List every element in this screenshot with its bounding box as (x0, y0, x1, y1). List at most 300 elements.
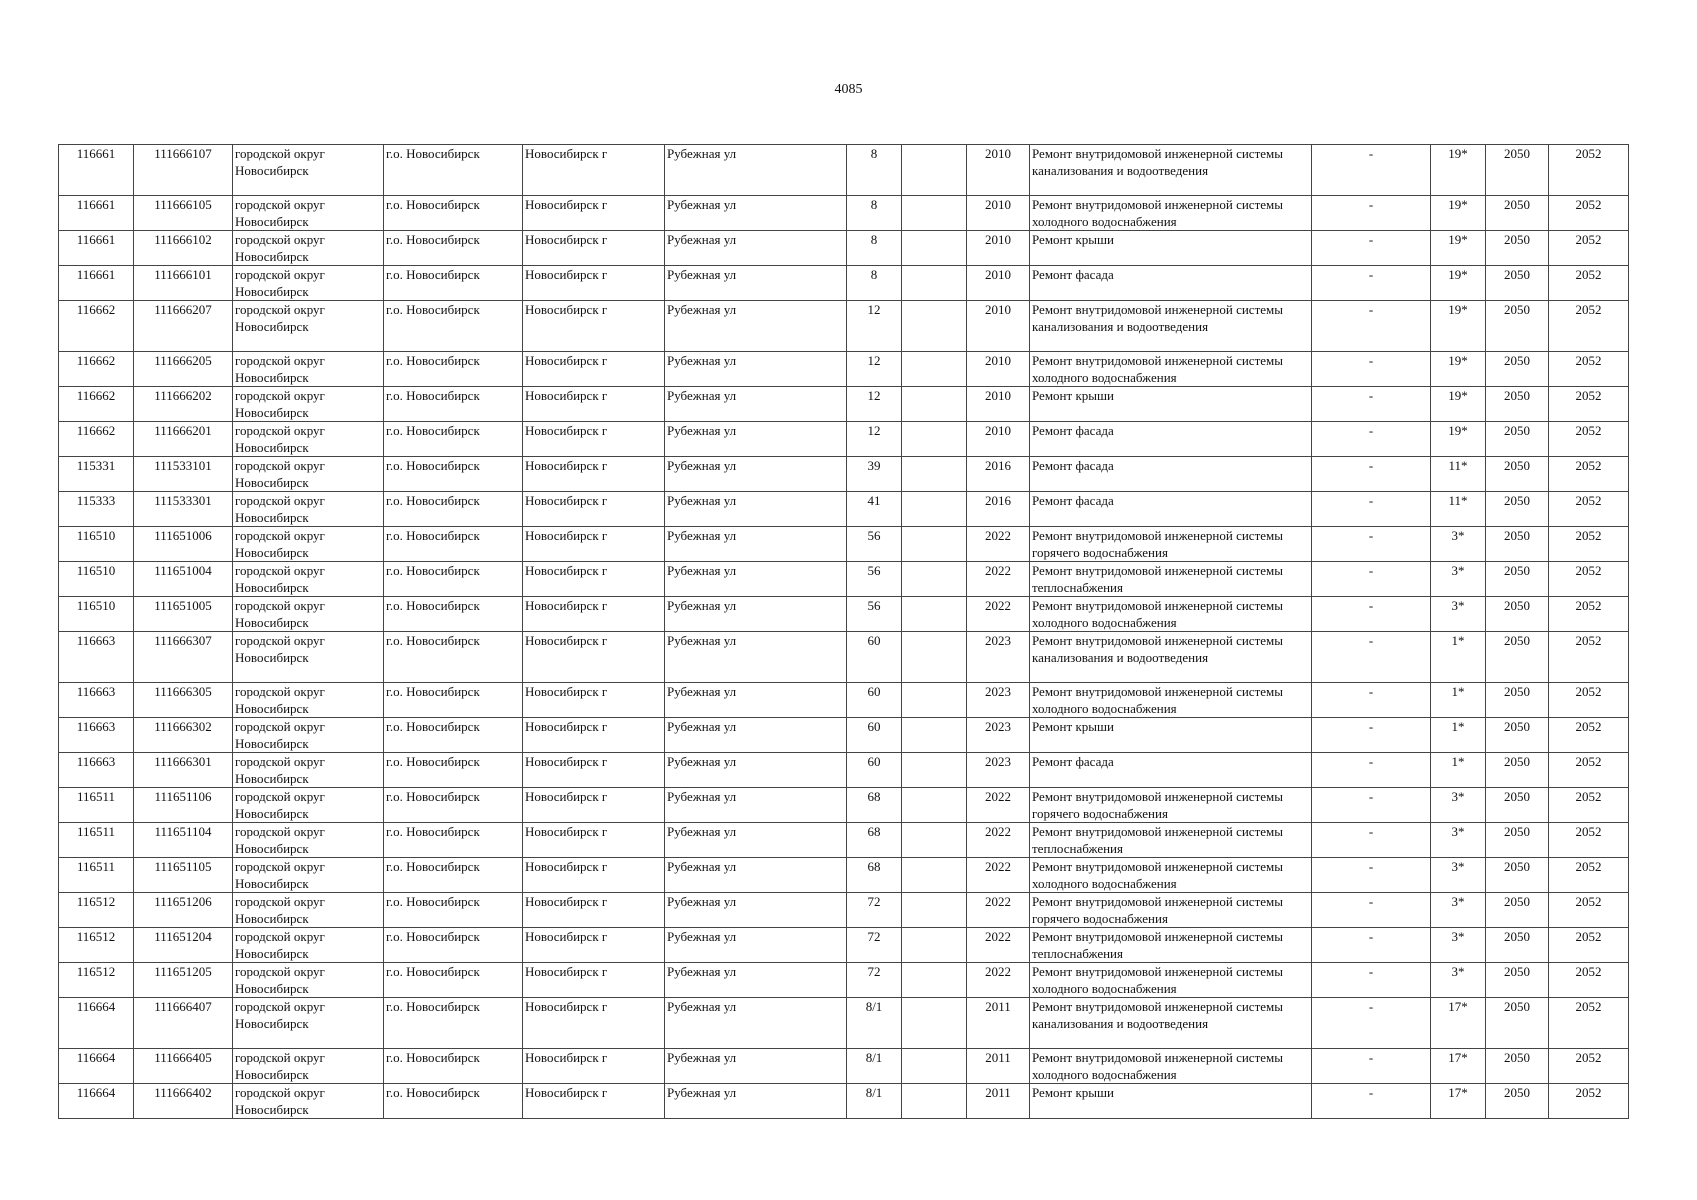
cell-district: г.о. Новосибирск (384, 196, 523, 231)
cell-house-number: 68 (847, 858, 902, 893)
cell-house-number: 60 (847, 683, 902, 718)
cell-work-code: 111666405 (134, 1049, 233, 1084)
cell-house-number: 39 (847, 457, 902, 492)
cell-year-from: 2050 (1486, 527, 1549, 562)
cell-city: Новосибирск г (523, 527, 665, 562)
cell-work-code: 111651206 (134, 893, 233, 928)
cell-municipality: городской округ Новосибирск (233, 145, 384, 196)
cell-district: г.о. Новосибирск (384, 683, 523, 718)
cell-work-code: 111533101 (134, 457, 233, 492)
cell-house-number: 60 (847, 632, 902, 683)
cell-year: 2022 (967, 527, 1030, 562)
cell-dash: - (1312, 718, 1431, 753)
cell-year-from: 2050 (1486, 823, 1549, 858)
cell-work-type: Ремонт фасада (1030, 492, 1312, 527)
cell-score: 3* (1431, 858, 1486, 893)
table-row (59, 527, 1629, 562)
cell-year-to: 2052 (1549, 301, 1629, 352)
cell-municipality: городской округ Новосибирск (233, 422, 384, 457)
cell-street: Рубежная ул (665, 998, 847, 1049)
cell-year: 2022 (967, 788, 1030, 823)
cell-object-id: 116663 (59, 683, 134, 718)
cell-object-id: 116662 (59, 301, 134, 352)
cell-object-id: 116662 (59, 352, 134, 387)
cell-year: 2010 (967, 266, 1030, 301)
table-row (59, 301, 1629, 352)
cell-work-code: 111666307 (134, 632, 233, 683)
cell-street: Рубежная ул (665, 597, 847, 632)
cell-street: Рубежная ул (665, 893, 847, 928)
cell-score: 3* (1431, 963, 1486, 998)
cell-street: Рубежная ул (665, 683, 847, 718)
cell-year-from: 2050 (1486, 788, 1549, 823)
cell-city: Новосибирск г (523, 858, 665, 893)
cell-municipality: городской округ Новосибирск (233, 788, 384, 823)
cell-dash: - (1312, 145, 1431, 196)
cell-object-id: 116510 (59, 562, 134, 597)
cell-year: 2022 (967, 893, 1030, 928)
cell-street: Рубежная ул (665, 527, 847, 562)
cell-year-to: 2052 (1549, 1084, 1629, 1119)
cell-district: г.о. Новосибирск (384, 823, 523, 858)
cell-municipality: городской округ Новосибирск (233, 231, 384, 266)
cell-work-type: Ремонт фасада (1030, 457, 1312, 492)
cell-work-type: Ремонт крыши (1030, 1084, 1312, 1119)
cell-work-code: 111666101 (134, 266, 233, 301)
cell-work-code: 111651005 (134, 597, 233, 632)
cell-object-id: 116661 (59, 266, 134, 301)
cell-district: г.о. Новосибирск (384, 145, 523, 196)
cell-score: 11* (1431, 492, 1486, 527)
cell-work-type: Ремонт внутридомовой инженерной системы холодного водоснабжения (1030, 963, 1312, 998)
cell-dash: - (1312, 301, 1431, 352)
cell-dash: - (1312, 492, 1431, 527)
cell-municipality: городской округ Новосибирск (233, 753, 384, 788)
cell-work-code: 111666302 (134, 718, 233, 753)
cell-extra (902, 231, 967, 266)
cell-dash: - (1312, 963, 1431, 998)
cell-municipality: городской округ Новосибирск (233, 266, 384, 301)
cell-city: Новосибирск г (523, 266, 665, 301)
cell-extra (902, 145, 967, 196)
cell-work-code: 111666402 (134, 1084, 233, 1119)
cell-street: Рубежная ул (665, 632, 847, 683)
cell-work-code: 111666202 (134, 387, 233, 422)
table-row (59, 597, 1629, 632)
cell-municipality: городской округ Новосибирск (233, 893, 384, 928)
cell-district: г.о. Новосибирск (384, 492, 523, 527)
cell-extra (902, 928, 967, 963)
cell-score: 19* (1431, 352, 1486, 387)
cell-year: 2022 (967, 928, 1030, 963)
cell-street: Рубежная ул (665, 145, 847, 196)
cell-dash: - (1312, 753, 1431, 788)
cell-year-from: 2050 (1486, 753, 1549, 788)
cell-extra (902, 387, 967, 422)
cell-object-id: 116663 (59, 753, 134, 788)
cell-extra (902, 492, 967, 527)
cell-work-code: 111666105 (134, 196, 233, 231)
cell-work-type: Ремонт внутридомовой инженерной системы горячего водоснабжения (1030, 788, 1312, 823)
cell-extra (902, 1084, 967, 1119)
cell-district: г.о. Новосибирск (384, 858, 523, 893)
cell-work-type: Ремонт крыши (1030, 387, 1312, 422)
cell-year-to: 2052 (1549, 562, 1629, 597)
cell-year-from: 2050 (1486, 928, 1549, 963)
cell-extra (902, 352, 967, 387)
cell-dash: - (1312, 387, 1431, 422)
cell-house-number: 12 (847, 352, 902, 387)
cell-work-type: Ремонт фасада (1030, 753, 1312, 788)
cell-year-from: 2050 (1486, 683, 1549, 718)
cell-municipality: городской округ Новосибирск (233, 963, 384, 998)
cell-year: 2023 (967, 718, 1030, 753)
cell-district: г.о. Новосибирск (384, 457, 523, 492)
cell-street: Рубежная ул (665, 301, 847, 352)
cell-year: 2016 (967, 492, 1030, 527)
cell-object-id: 116661 (59, 145, 134, 196)
cell-score: 19* (1431, 301, 1486, 352)
cell-extra (902, 893, 967, 928)
cell-dash: - (1312, 928, 1431, 963)
table-row (59, 457, 1629, 492)
cell-score: 1* (1431, 683, 1486, 718)
table-row (59, 422, 1629, 457)
cell-year: 2022 (967, 562, 1030, 597)
cell-year: 2016 (967, 457, 1030, 492)
cell-year-to: 2052 (1549, 231, 1629, 266)
cell-object-id: 116662 (59, 387, 134, 422)
cell-district: г.о. Новосибирск (384, 597, 523, 632)
cell-year-to: 2052 (1549, 266, 1629, 301)
cell-district: г.о. Новосибирск (384, 893, 523, 928)
cell-year-to: 2052 (1549, 718, 1629, 753)
cell-score: 19* (1431, 422, 1486, 457)
cell-score: 3* (1431, 597, 1486, 632)
cell-house-number: 60 (847, 718, 902, 753)
cell-year-from: 2050 (1486, 562, 1549, 597)
cell-street: Рубежная ул (665, 1049, 847, 1084)
cell-year-from: 2050 (1486, 387, 1549, 422)
cell-year: 2023 (967, 632, 1030, 683)
cell-city: Новосибирск г (523, 145, 665, 196)
cell-object-id: 116511 (59, 788, 134, 823)
table-row (59, 718, 1629, 753)
cell-house-number: 41 (847, 492, 902, 527)
table-row (59, 1049, 1629, 1084)
cell-house-number: 8 (847, 196, 902, 231)
cell-street: Рубежная ул (665, 718, 847, 753)
cell-year: 2011 (967, 1049, 1030, 1084)
cell-district: г.о. Новосибирск (384, 718, 523, 753)
cell-city: Новосибирск г (523, 387, 665, 422)
table-row (59, 145, 1629, 196)
cell-district: г.о. Новосибирск (384, 928, 523, 963)
table-row (59, 1084, 1629, 1119)
cell-score: 3* (1431, 928, 1486, 963)
cell-score: 17* (1431, 1049, 1486, 1084)
cell-extra (902, 562, 967, 597)
table-row (59, 387, 1629, 422)
cell-object-id: 116510 (59, 597, 134, 632)
cell-work-type: Ремонт крыши (1030, 231, 1312, 266)
cell-work-type: Ремонт внутридомовой инженерной системы холодного водоснабжения (1030, 1049, 1312, 1084)
cell-house-number: 72 (847, 893, 902, 928)
cell-score: 11* (1431, 457, 1486, 492)
cell-city: Новосибирск г (523, 1084, 665, 1119)
table-row (59, 632, 1629, 683)
cell-dash: - (1312, 683, 1431, 718)
cell-object-id: 116511 (59, 823, 134, 858)
cell-municipality: городской округ Новосибирск (233, 301, 384, 352)
cell-street: Рубежная ул (665, 387, 847, 422)
cell-year-to: 2052 (1549, 788, 1629, 823)
cell-year-from: 2050 (1486, 1084, 1549, 1119)
cell-year-to: 2052 (1549, 893, 1629, 928)
cell-year-from: 2050 (1486, 422, 1549, 457)
cell-dash: - (1312, 527, 1431, 562)
page-number: 4085 (834, 82, 863, 97)
cell-work-code: 111651006 (134, 527, 233, 562)
cell-street: Рубежная ул (665, 1084, 847, 1119)
cell-year-to: 2052 (1549, 492, 1629, 527)
cell-year-to: 2052 (1549, 928, 1629, 963)
cell-work-type: Ремонт внутридомовой инженерной системы теплоснабжения (1030, 562, 1312, 597)
cell-municipality: городской округ Новосибирск (233, 683, 384, 718)
cell-score: 19* (1431, 387, 1486, 422)
cell-city: Новосибирск г (523, 718, 665, 753)
cell-street: Рубежная ул (665, 963, 847, 998)
cell-object-id: 116511 (59, 858, 134, 893)
cell-city: Новосибирск г (523, 683, 665, 718)
cell-work-code: 111651106 (134, 788, 233, 823)
table-row (59, 788, 1629, 823)
cell-object-id: 116661 (59, 231, 134, 266)
cell-city: Новосибирск г (523, 823, 665, 858)
cell-score: 19* (1431, 266, 1486, 301)
cell-score: 17* (1431, 1084, 1486, 1119)
cell-municipality: городской округ Новосибирск (233, 632, 384, 683)
cell-work-code: 111666205 (134, 352, 233, 387)
cell-year-from: 2050 (1486, 145, 1549, 196)
cell-dash: - (1312, 788, 1431, 823)
cell-year: 2010 (967, 387, 1030, 422)
cell-year-from: 2050 (1486, 963, 1549, 998)
cell-dash: - (1312, 597, 1431, 632)
cell-dash: - (1312, 998, 1431, 1049)
cell-year-from: 2050 (1486, 998, 1549, 1049)
cell-work-code: 111666207 (134, 301, 233, 352)
cell-dash: - (1312, 457, 1431, 492)
cell-district: г.о. Новосибирск (384, 788, 523, 823)
cell-dash: - (1312, 196, 1431, 231)
cell-year-to: 2052 (1549, 823, 1629, 858)
cell-house-number: 8/1 (847, 998, 902, 1049)
cell-extra (902, 858, 967, 893)
cell-year-from: 2050 (1486, 893, 1549, 928)
cell-municipality: городской округ Новосибирск (233, 823, 384, 858)
cell-dash: - (1312, 1084, 1431, 1119)
cell-work-type: Ремонт крыши (1030, 718, 1312, 753)
cell-city: Новосибирск г (523, 422, 665, 457)
cell-city: Новосибирск г (523, 597, 665, 632)
cell-work-code: 111666407 (134, 998, 233, 1049)
cell-extra (902, 788, 967, 823)
cell-municipality: городской округ Новосибирск (233, 858, 384, 893)
cell-year-to: 2052 (1549, 1049, 1629, 1084)
cell-year-to: 2052 (1549, 683, 1629, 718)
cell-dash: - (1312, 823, 1431, 858)
table-row (59, 858, 1629, 893)
cell-district: г.о. Новосибирск (384, 301, 523, 352)
cell-dash: - (1312, 231, 1431, 266)
cell-object-id: 116664 (59, 1084, 134, 1119)
cell-year-to: 2052 (1549, 963, 1629, 998)
cell-street: Рубежная ул (665, 266, 847, 301)
cell-extra (902, 266, 967, 301)
cell-work-code: 111666301 (134, 753, 233, 788)
cell-city: Новосибирск г (523, 753, 665, 788)
cell-score: 3* (1431, 788, 1486, 823)
cell-house-number: 8 (847, 145, 902, 196)
cell-score: 1* (1431, 718, 1486, 753)
cell-district: г.о. Новосибирск (384, 527, 523, 562)
cell-year-from: 2050 (1486, 352, 1549, 387)
cell-work-type: Ремонт фасада (1030, 422, 1312, 457)
cell-city: Новосибирск г (523, 963, 665, 998)
cell-district: г.о. Новосибирск (384, 1084, 523, 1119)
cell-object-id: 115333 (59, 492, 134, 527)
cell-work-code: 111666305 (134, 683, 233, 718)
cell-work-type: Ремонт внутридомовой инженерной системы канализования и водоотведения (1030, 632, 1312, 683)
table-row (59, 963, 1629, 998)
cell-municipality: городской округ Новосибирск (233, 562, 384, 597)
cell-street: Рубежная ул (665, 196, 847, 231)
cell-municipality: городской округ Новосибирск (233, 1049, 384, 1084)
cell-district: г.о. Новосибирск (384, 562, 523, 597)
cell-extra (902, 527, 967, 562)
cell-year: 2023 (967, 683, 1030, 718)
cell-house-number: 8/1 (847, 1084, 902, 1119)
cell-year-from: 2050 (1486, 632, 1549, 683)
cell-year: 2010 (967, 301, 1030, 352)
cell-year-from: 2050 (1486, 718, 1549, 753)
cell-dash: - (1312, 422, 1431, 457)
cell-year: 2010 (967, 352, 1030, 387)
cell-municipality: городской округ Новосибирск (233, 718, 384, 753)
cell-city: Новосибирск г (523, 632, 665, 683)
cell-work-type: Ремонт внутридомовой инженерной системы холодного водоснабжения (1030, 597, 1312, 632)
cell-street: Рубежная ул (665, 928, 847, 963)
cell-year: 2010 (967, 231, 1030, 266)
cell-extra (902, 753, 967, 788)
cell-year: 2022 (967, 963, 1030, 998)
cell-object-id: 116512 (59, 893, 134, 928)
cell-dash: - (1312, 858, 1431, 893)
cell-street: Рубежная ул (665, 231, 847, 266)
cell-work-type: Ремонт внутридомовой инженерной системы теплоснабжения (1030, 823, 1312, 858)
cell-city: Новосибирск г (523, 196, 665, 231)
cell-year: 2022 (967, 597, 1030, 632)
table-body (59, 145, 1629, 1119)
cell-municipality: городской округ Новосибирск (233, 387, 384, 422)
cell-district: г.о. Новосибирск (384, 753, 523, 788)
cell-district: г.о. Новосибирск (384, 266, 523, 301)
cell-house-number: 60 (847, 753, 902, 788)
cell-score: 19* (1431, 196, 1486, 231)
cell-street: Рубежная ул (665, 753, 847, 788)
cell-score: 1* (1431, 753, 1486, 788)
cell-year-to: 2052 (1549, 387, 1629, 422)
cell-city: Новосибирск г (523, 352, 665, 387)
cell-object-id: 116510 (59, 527, 134, 562)
cell-year-to: 2052 (1549, 422, 1629, 457)
cell-municipality: городской округ Новосибирск (233, 998, 384, 1049)
cell-year: 2011 (967, 1084, 1030, 1119)
cell-object-id: 116663 (59, 718, 134, 753)
cell-work-code: 111651105 (134, 858, 233, 893)
cell-extra (902, 718, 967, 753)
cell-object-id: 116512 (59, 963, 134, 998)
cell-dash: - (1312, 562, 1431, 597)
cell-district: г.о. Новосибирск (384, 632, 523, 683)
cell-house-number: 12 (847, 422, 902, 457)
cell-score: 17* (1431, 998, 1486, 1049)
cell-dash: - (1312, 632, 1431, 683)
cell-municipality: городской округ Новосибирск (233, 597, 384, 632)
cell-work-type: Ремонт внутридомовой инженерной системы горячего водоснабжения (1030, 527, 1312, 562)
cell-year: 2022 (967, 823, 1030, 858)
cell-year-to: 2052 (1549, 352, 1629, 387)
cell-year: 2011 (967, 998, 1030, 1049)
cell-object-id: 116664 (59, 1049, 134, 1084)
cell-work-type: Ремонт внутридомовой инженерной системы холодного водоснабжения (1030, 352, 1312, 387)
cell-work-code: 111533301 (134, 492, 233, 527)
cell-extra (902, 683, 967, 718)
cell-house-number: 12 (847, 301, 902, 352)
cell-street: Рубежная ул (665, 457, 847, 492)
cell-work-code: 111651104 (134, 823, 233, 858)
cell-year-from: 2050 (1486, 196, 1549, 231)
cell-extra (902, 998, 967, 1049)
cell-work-type: Ремонт внутридомовой инженерной системы канализования и водоотведения (1030, 998, 1312, 1049)
cell-house-number: 72 (847, 928, 902, 963)
cell-year-from: 2050 (1486, 231, 1549, 266)
cell-object-id: 116662 (59, 422, 134, 457)
cell-city: Новосибирск г (523, 231, 665, 266)
cell-district: г.о. Новосибирск (384, 998, 523, 1049)
cell-work-type: Ремонт внутридомовой инженерной системы холодного водоснабжения (1030, 196, 1312, 231)
cell-city: Новосибирск г (523, 1049, 665, 1084)
cell-work-type: Ремонт внутридомовой инженерной системы холодного водоснабжения (1030, 683, 1312, 718)
table-row (59, 823, 1629, 858)
cell-extra (902, 632, 967, 683)
cell-house-number: 68 (847, 788, 902, 823)
cell-district: г.о. Новосибирск (384, 387, 523, 422)
cell-work-code: 111666107 (134, 145, 233, 196)
cell-city: Новосибирск г (523, 998, 665, 1049)
cell-city: Новосибирск г (523, 301, 665, 352)
cell-municipality: городской округ Новосибирск (233, 527, 384, 562)
cell-year-to: 2052 (1549, 145, 1629, 196)
table-row (59, 352, 1629, 387)
cell-extra (902, 457, 967, 492)
cell-district: г.о. Новосибирск (384, 352, 523, 387)
cell-house-number: 68 (847, 823, 902, 858)
table-row (59, 266, 1629, 301)
cell-municipality: городской округ Новосибирск (233, 492, 384, 527)
cell-work-type: Ремонт фасада (1030, 266, 1312, 301)
